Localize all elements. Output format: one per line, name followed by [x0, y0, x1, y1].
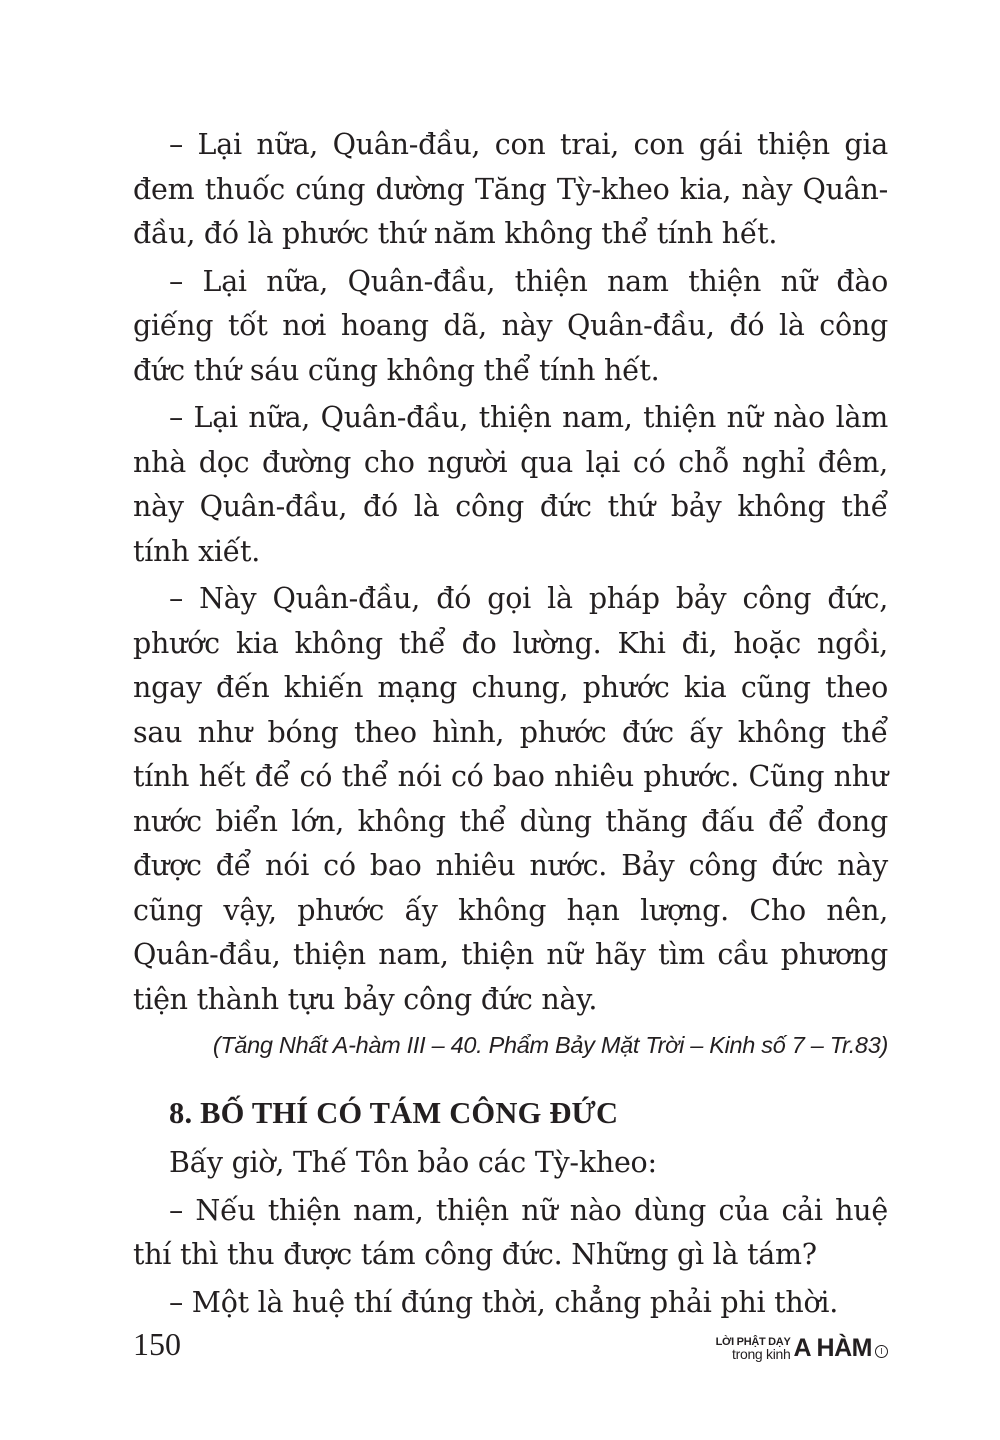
citation: (Tăng Nhất A-hàm III – 40. Phẩm Bảy Mặt Trời – Kinh số 7 – Tr.83): [212, 1032, 888, 1058]
page-number: 150: [133, 1326, 181, 1362]
logo-line1: LỜI PHẬT DẠY: [715, 1336, 791, 1348]
paragraph-fifth-merit: – Lại nữa, Quân-đầu, con trai, con gái thiện gia đem thuốc cúng dường Tăng Tỳ-kheo kia, này Quân-đầu, đó là phước thứ năm không thể tính hết.: [133, 128, 888, 250]
logo-title: A HÀM: [793, 1334, 872, 1362]
paragraph-summary: – Này Quân-đầu, đó gọi là pháp bảy công đức, phước kia không thể đo lường. Khi đi, hoặc ngồi, ngay đến khiến mạng chung, phước kia cũng theo sau như bóng theo hình, phước đức ấy không thể tính hết để có thể nói có bao nhiêu phước. Cũng như nước biển lớn, không thể dùng thăng đấu để đong được để nói có bao nhiêu nước. Bảy công đức này cũng vậy, phước ấy không hạn lượng. Cho nên, Quân-đầu, thiện nam, thiện nữ hãy tìm cầu phương tiện thành tựu bảy công đức này.: [133, 582, 888, 1016]
section-paragraph: – Một là huệ thí đúng thời, chẳng phải phi thời.: [169, 1285, 839, 1319]
volume-badge: I: [875, 1345, 888, 1358]
section-paragraph: Bấy giờ, Thế Tôn bảo các Tỳ-kheo:: [169, 1146, 657, 1179]
logo-line2: trong kinh: [732, 1346, 791, 1362]
book-logo: [716, 1333, 888, 1363]
paragraph-seventh-merit: – Lại nữa, Quân-đầu, thiện nam, thiện nữ nào làm nhà dọc đường cho người qua lại có chỗ nghỉ đêm, này Quân-đầu, đó là công đức thứ bảy không thể tính xiết.: [133, 401, 888, 568]
logo-subtitle: [716, 1336, 791, 1360]
section-heading: 8. BỐ THÍ CÓ TÁM CÔNG ĐỨC: [169, 1096, 619, 1130]
section-paragraph: – Nếu thiện nam, thiện nữ nào dùng của cải huệ thí thì thu được tám công đức. Những gì là tám?: [133, 1193, 888, 1271]
page-body: [133, 123, 888, 1328]
paragraph-sixth-merit: – Lại nữa, Quân-đầu, thiện nam thiện nữ đào giếng tốt nơi hoang dã, này Quân-đầu, đó là công đức thứ sáu cũng không thể tính hết.: [133, 264, 888, 387]
